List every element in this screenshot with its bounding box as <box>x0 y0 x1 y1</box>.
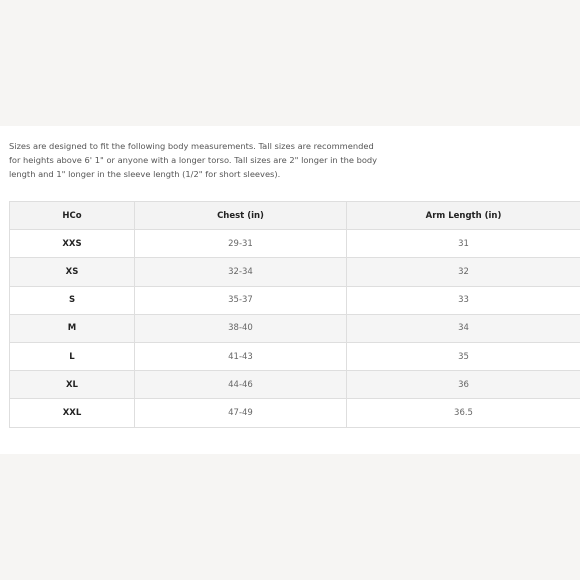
table-row <box>10 342 580 370</box>
size-cell: XL <box>10 371 135 399</box>
arm-length-cell: 35 <box>347 342 580 370</box>
chest-cell: 32-34 <box>135 258 347 286</box>
table-row <box>10 371 580 399</box>
arm-length-cell: 34 <box>347 314 580 342</box>
table-row <box>10 230 580 258</box>
size-cell: M <box>10 314 135 342</box>
chest-cell: 38-40 <box>135 314 347 342</box>
table-row <box>10 314 580 342</box>
arm-length-cell: 36 <box>347 371 580 399</box>
chest-cell: 35-37 <box>135 286 347 314</box>
bottom-background <box>0 454 580 580</box>
column-header-chest: Chest (in) <box>135 202 347 230</box>
chest-cell: 47-49 <box>135 399 347 427</box>
table-row <box>10 286 580 314</box>
size-cell: L <box>10 342 135 370</box>
arm-length-cell: 32 <box>347 258 580 286</box>
table-header-row <box>10 202 580 230</box>
top-background <box>0 0 580 126</box>
size-cell: XXS <box>10 230 135 258</box>
chest-cell: 41-43 <box>135 342 347 370</box>
chest-cell: 44-46 <box>135 371 347 399</box>
size-chart-description: Sizes are designed to fit the following body measurements. Tall sizes are recommended for heights above 6' 1" or anyone with a longer torso. Tall sizes are 2" longer in the body length and 1" longer in the sleeve length (1/2" for short sleeves). <box>9 141 378 180</box>
chest-cell: 29-31 <box>135 230 347 258</box>
arm-length-cell: 33 <box>347 286 580 314</box>
column-header-arm-length: Arm Length (in) <box>347 202 580 230</box>
table-row <box>10 258 580 286</box>
arm-length-cell: 31 <box>347 230 580 258</box>
table-row <box>10 399 580 427</box>
arm-length-cell: 36.5 <box>347 399 580 427</box>
column-header-size: HCo <box>10 202 135 230</box>
size-cell: XS <box>10 258 135 286</box>
size-chart-table <box>9 201 580 428</box>
size-cell: S <box>10 286 135 314</box>
size-cell: XXL <box>10 399 135 427</box>
